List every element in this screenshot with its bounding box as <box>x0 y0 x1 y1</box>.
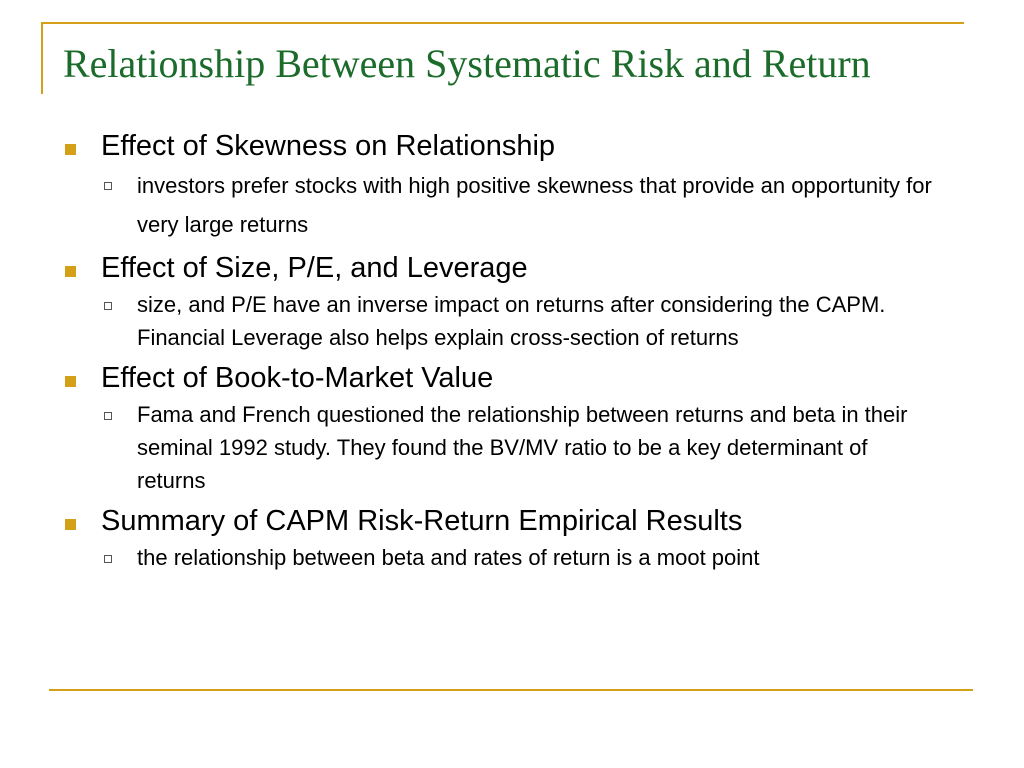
title-top-rule <box>41 22 964 24</box>
square-bullet-icon <box>65 144 76 155</box>
bullet-item-size-pe-leverage <box>60 248 980 288</box>
sub-bullet-skewness <box>60 166 980 244</box>
sub-bullet-text: the relationship between beta and rates of return is a moot point <box>137 545 760 570</box>
bullet-item-book-to-market <box>60 358 980 398</box>
bullet-list <box>60 126 980 574</box>
slide-title: Relationship Between Systematic Risk and Return <box>63 41 871 86</box>
bullet-item-capm-summary <box>60 501 980 541</box>
sub-bullet-book-to-market <box>60 398 980 497</box>
hollow-square-bullet-icon <box>104 555 112 563</box>
sub-bullet-size-pe-leverage <box>60 288 980 354</box>
square-bullet-icon <box>65 376 76 387</box>
square-bullet-icon <box>65 266 76 277</box>
bullet-text: Effect of Size, P/E, and Leverage <box>101 252 528 284</box>
sub-bullet-text: investors prefer stocks with high positive skewness that provide an opportunity for very large returns <box>137 173 932 237</box>
title-left-rule <box>41 22 43 94</box>
bullet-text: Summary of CAPM Risk-Return Empirical Results <box>101 505 743 537</box>
sub-bullet-text: size, and P/E have an inverse impact on returns after considering the CAPM. Financial Leverage also helps explain cross-section of returns <box>137 292 886 350</box>
sub-bullet-capm-summary <box>60 541 980 574</box>
square-bullet-icon <box>65 519 76 530</box>
hollow-square-bullet-icon <box>104 182 112 190</box>
hollow-square-bullet-icon <box>104 302 112 310</box>
bullet-item-skewness <box>60 126 980 166</box>
bullet-text: Effect of Book-to-Market Value <box>101 362 494 394</box>
hollow-square-bullet-icon <box>104 412 112 420</box>
footer-rule <box>49 689 973 691</box>
bullet-text: Effect of Skewness on Relationship <box>101 130 556 162</box>
sub-bullet-text: Fama and French questioned the relationship between returns and beta in their seminal 1992 study. They found the BV/MV ratio to be a key determinant of returns <box>137 402 908 493</box>
